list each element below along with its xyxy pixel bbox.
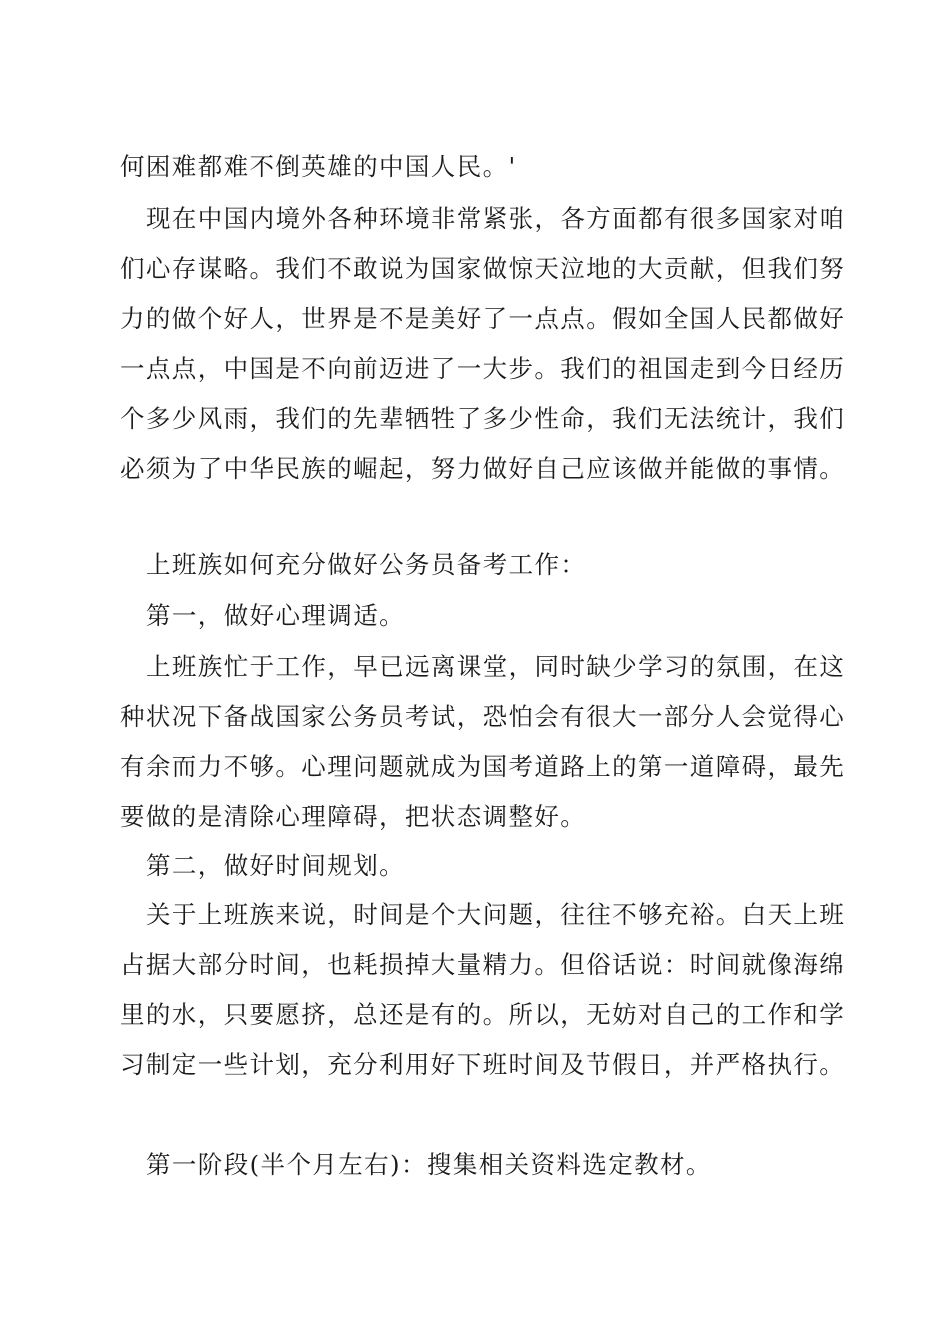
paragraph-heroic-people [120,142,840,192]
text-line: 有余而力不够。心理问题就成为国考道路上的第一道障碍，最先 [120,752,846,781]
text-line: 关于上班族来说，时间是个大问题，往往不够充裕。白天上班 [146,900,846,929]
text-line: 上班族如何充分做好公务员备考工作： [146,550,587,579]
text-line: 里的水，只要愿挤，总还是有的。所以，无妨对自己的工作和学 [120,1000,846,1029]
text-line: 一点点，中国是不向前迈进了一大步。我们的祖国走到今日经历 [120,354,846,383]
text-line: 第二，做好时间规划。 [146,851,405,880]
subheading-phase-one [120,1140,840,1190]
text-line: 上班族忙于工作，早已远离课堂，同时缺少学习的氛围，在这 [146,652,846,681]
text-line: 占据大部分时间，也耗损掉大量精力。但俗话说：时间就像海绵 [120,950,846,979]
text-line: 何困难都难不倒英雄的中国人民。' [120,152,517,181]
paragraph-national-situation [120,194,846,494]
text-line: 种状况下备战国家公务员考试，恐怕会有很大一部分人会觉得心 [120,702,846,731]
subheading-step-two [120,841,840,891]
text-line: 现在中国内境外各种环境非常紧张，各方面都有很多国家对咱 [146,204,846,233]
text-line: 要做的是清除心理障碍，把状态调整好。 [120,802,587,831]
text-line: 习制定一些计划，充分利用好下班时间及节假日，并严格执行。 [120,1050,846,1079]
subheading-step-one [120,591,840,641]
text-line: 第一阶段(半个月左右)：搜集相关资料选定教材。 [146,1150,712,1179]
text-line: 力的做个好人，世界是不是美好了一点点。假如全国人民都做好 [120,304,846,333]
paragraph-psychological-adjustment [120,642,846,842]
text-line: 个多少风雨，我们的先辈牺牲了多少性命，我们无法统计，我们 [120,404,846,433]
text-line: 第一，做好心理调适。 [146,601,405,630]
section-heading-exam-prep [120,540,840,590]
text-line: 必须为了中华民族的崛起，努力做好自己应该做并能做的事情。 [120,454,846,483]
text-line: 们心存谋略。我们不敢说为国家做惊天泣地的大贡献，但我们努 [120,254,846,283]
paragraph-time-planning [120,890,846,1090]
